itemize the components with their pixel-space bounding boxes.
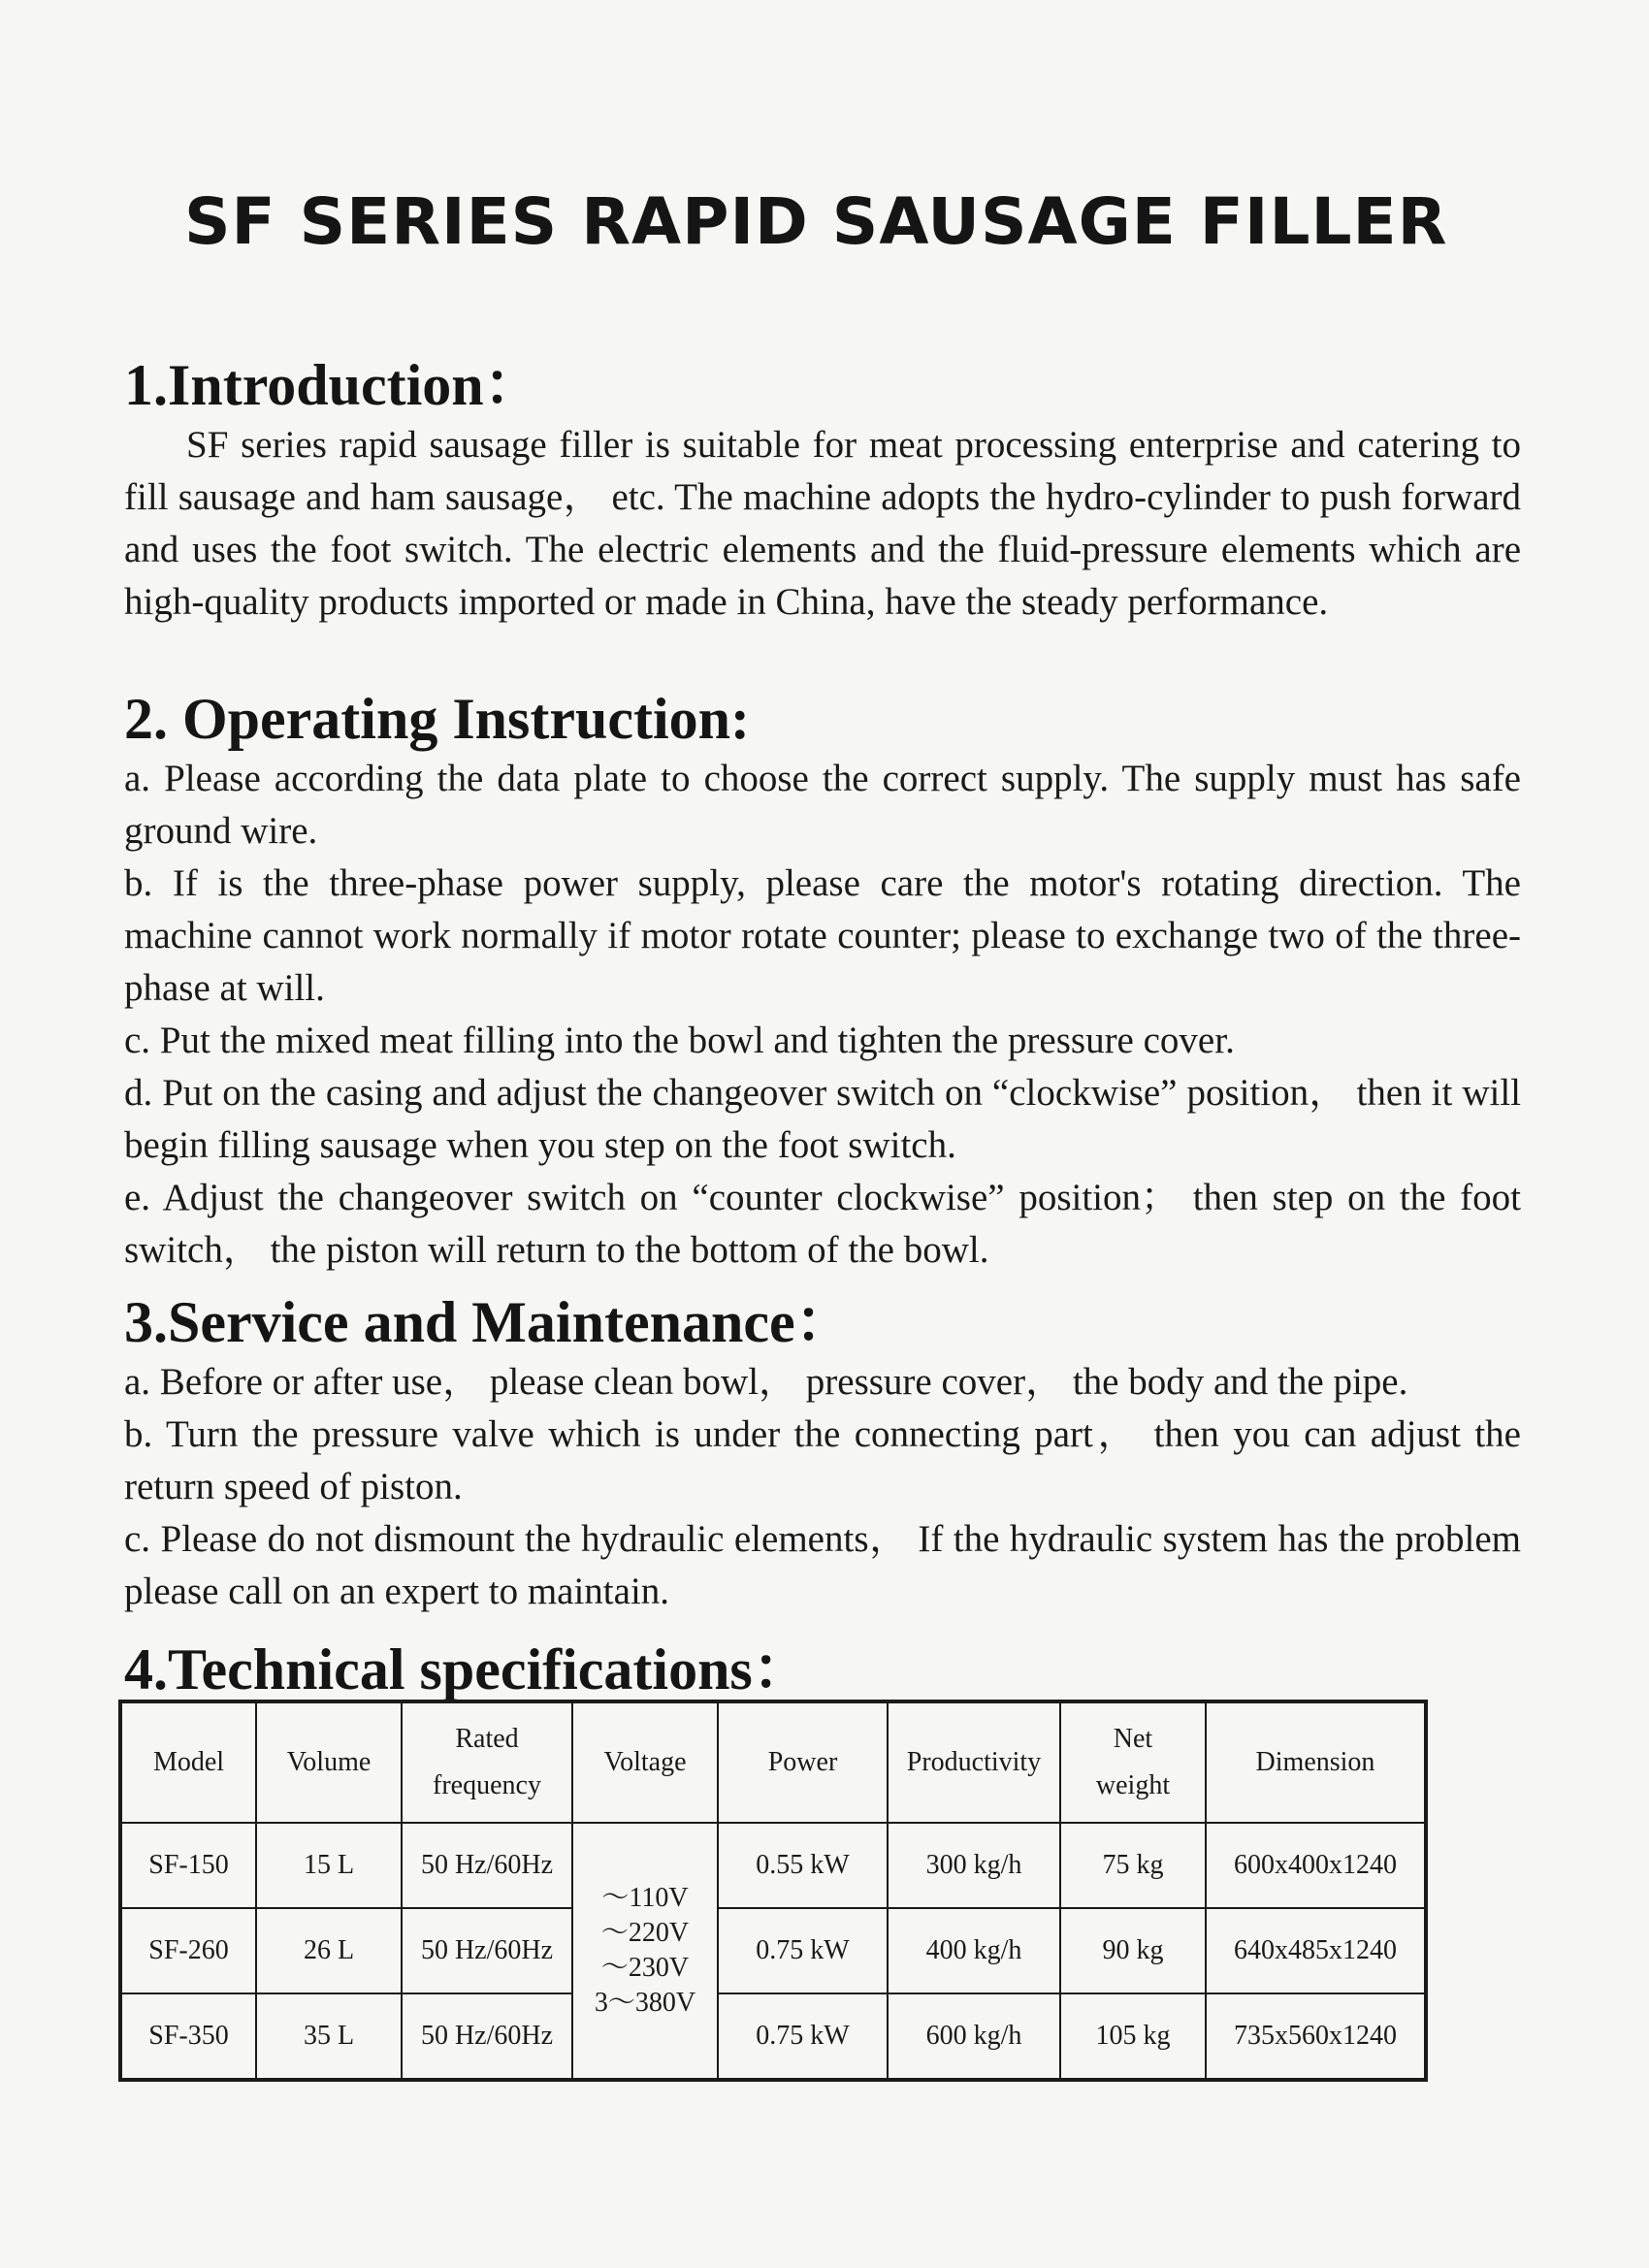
table-row [120, 1908, 1426, 1993]
table-header-row [120, 1701, 1426, 1823]
header-frequency [402, 1701, 572, 1823]
header-power: Power [718, 1701, 888, 1823]
operating-item-b: b. If is the three-phase power supply, please care the motor's rotating direction. The machine cannot work normally if motor rotate counter; please to exchange two of the three-phase at will. [124, 862, 1521, 1009]
cell-dimension: 600x400x1240 [1206, 1823, 1426, 1908]
cell-power: 0.75 kW [718, 1908, 888, 1993]
cell-productivity: 600 kg/h [888, 1993, 1060, 2080]
table-row [120, 1823, 1426, 1908]
header-frequency-line1: Rated [455, 1724, 519, 1754]
introduction-text: SF series rapid sausage filler is suitable for meat processing enterprise and catering to fill sausage and ham sausage， etc. The machine adopts the hydro-cylinder to push forward and uses the foot switch. The electric elements and the fluid-pressure elements which are high-quality products imported or made in China, have the steady performance. [124, 424, 1521, 623]
service-item-b: b. Turn the pressure valve which is under the connecting part， then you can adjust the return speed of piston. [124, 1413, 1521, 1507]
cell-weight: 75 kg [1060, 1823, 1206, 1908]
header-productivity: Productivity [888, 1701, 1060, 1823]
voltage-option: ～110V [601, 1883, 689, 1913]
cell-power: 0.55 kW [718, 1823, 888, 1908]
operating-instruction-section [124, 685, 1521, 1277]
cell-volume: 15 L [256, 1823, 402, 1908]
operating-item-c: c. Put the mixed meat filling into the bowl and tighten the pressure cover. [124, 1020, 1235, 1061]
cell-model: SF-260 [120, 1908, 256, 1993]
operating-instruction-heading: 2. Operating Instruction: [124, 687, 750, 751]
cell-model: SF-350 [120, 1993, 256, 2080]
voltage-option: ～220V [600, 1918, 690, 1948]
header-frequency-line2: frequency [433, 1770, 541, 1800]
operating-item-e: e. Adjust the changeover switch on “counter clockwise” position； then step on the foot switch， the piston will return to the bottom of the bowl. [124, 1177, 1521, 1271]
header-weight-line1: Net [1113, 1724, 1153, 1754]
document-title: SF SERIES RAPID SAUSAGE FILLER [184, 184, 1448, 259]
cell-dimension: 640x485x1240 [1206, 1908, 1426, 1993]
operating-item-d: d. Put on the casing and adjust the changeover switch on “clockwise” position， then it will begin filling sausage when you step on the foot switch. [124, 1072, 1521, 1166]
table-row [120, 1993, 1426, 2080]
voltage-option: ～230V [600, 1953, 690, 1983]
header-dimension: Dimension [1206, 1701, 1426, 1823]
operating-item-a: a. Please according the data plate to choose the correct supply. The supply must has safe ground wire. [124, 758, 1521, 852]
header-model: Model [120, 1701, 256, 1823]
service-item-c: c. Please do not dismount the hydraulic elements， If the hydraulic system has the problem please call on an expert to maintain. [124, 1518, 1521, 1612]
service-maintenance-heading: 3.Service and Maintenance： [124, 1290, 854, 1354]
cell-power: 0.75 kW [718, 1993, 888, 2080]
technical-specifications-section [124, 1636, 1521, 1703]
header-volume: Volume [256, 1701, 402, 1823]
header-voltage: Voltage [572, 1701, 718, 1823]
introduction-heading: 1.Introduction： [124, 353, 542, 417]
specifications-table [118, 1700, 1428, 2082]
header-weight-line2: weight [1095, 1770, 1171, 1800]
cell-productivity: 400 kg/h [888, 1908, 1060, 1993]
cell-volume: 35 L [256, 1993, 402, 2080]
cell-frequency: 50 Hz/60Hz [402, 1908, 572, 1993]
cell-weight: 90 kg [1060, 1908, 1206, 1993]
service-item-a: a. Before or after use， please clean bowl， pressure cover， the body and the pipe. [124, 1361, 1408, 1403]
cell-voltage [572, 1823, 718, 2080]
cell-productivity: 300 kg/h [888, 1823, 1060, 1908]
cell-dimension: 735x560x1240 [1206, 1993, 1426, 2080]
voltage-option: 3～380V [594, 1988, 696, 2018]
cell-model: SF-150 [120, 1823, 256, 1908]
technical-specifications-heading: 4.Technical specifications： [124, 1637, 811, 1701]
header-net-weight [1060, 1701, 1206, 1823]
introduction-section [124, 351, 1521, 629]
cell-frequency: 50 Hz/60Hz [402, 1823, 572, 1908]
cell-weight: 105 kg [1060, 1993, 1206, 2080]
cell-frequency: 50 Hz/60Hz [402, 1993, 572, 2080]
service-maintenance-section [124, 1288, 1521, 1618]
cell-volume: 26 L [256, 1908, 402, 1993]
